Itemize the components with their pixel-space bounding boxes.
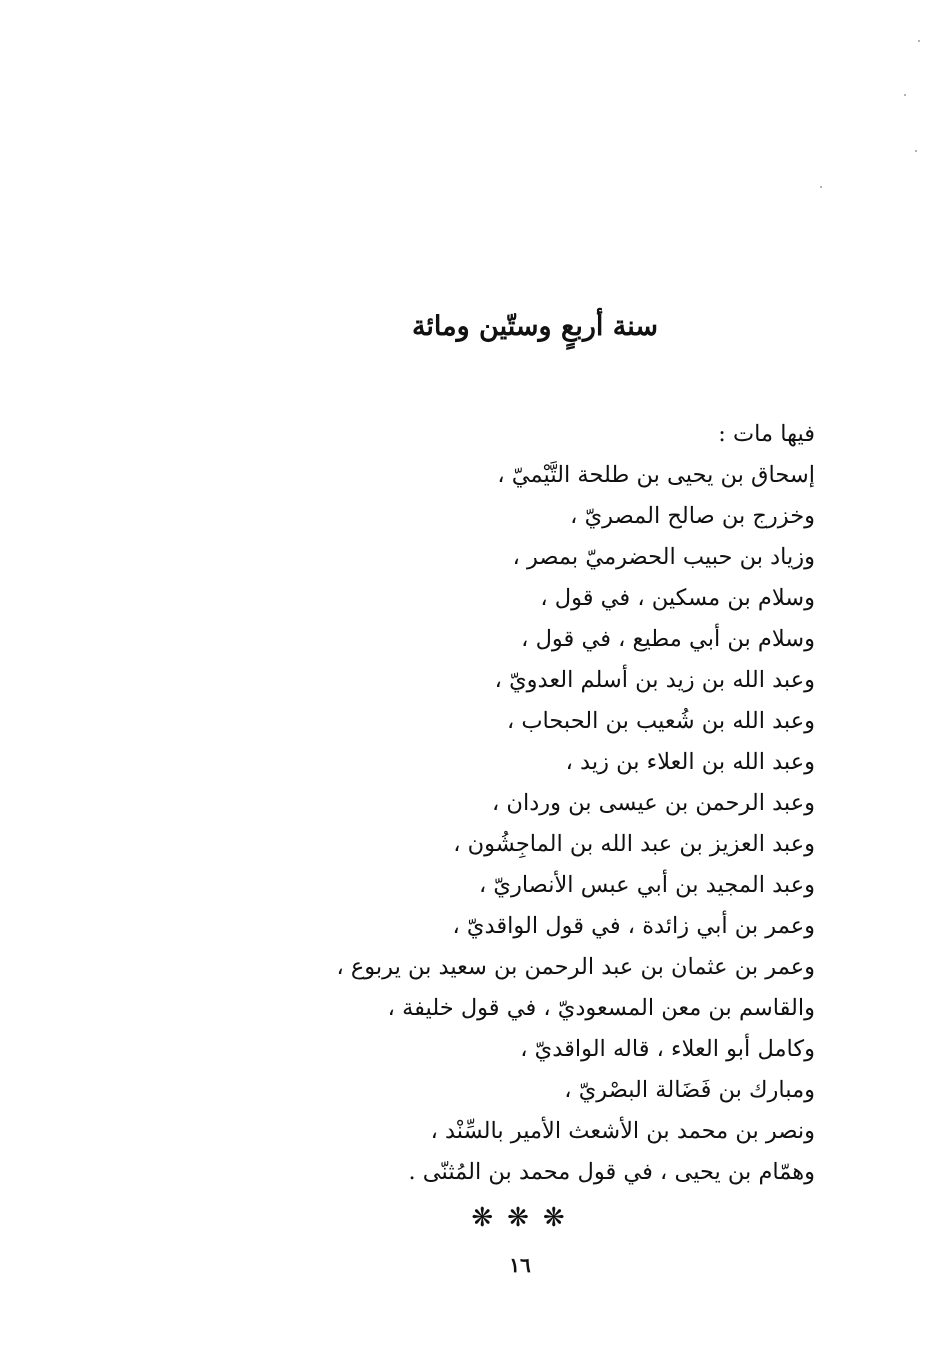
death-list [295, 455, 815, 1193]
scan-speck [904, 94, 906, 96]
list-item: ونصر بن محمد بن الأشعث الأمير بالسِّنْد ، [430, 1118, 815, 1144]
list-item: وهمّام بن يحيى ، في قول محمد بن المُثنّى . [408, 1159, 815, 1185]
list-item: وعبد الرحمن بن عيسى بن وردان ، [492, 790, 815, 816]
list-item: وعبد العزيز بن عبد الله بن الماجِشُون ، [453, 831, 815, 857]
list-item: وعبد الله بن العلاء بن زيد ، [565, 749, 815, 775]
list-item: إسحاق بن يحيى بن طلحة التَّيْميّ ، [497, 462, 815, 488]
list-item: ومبارك بن فَضَالة البصْريّ ، [564, 1077, 815, 1103]
intro-line: فيها مات : [718, 421, 815, 447]
list-item: وعمر بن أبي زائدة ، في قول الواقديّ ، [452, 913, 815, 939]
page-number: ١٦ [509, 1253, 531, 1277]
section-heading: سنة أربعٍ وستّين ومائة [411, 311, 659, 342]
list-item: وعبد الله بن شُعيب بن الحبحاب ، [506, 708, 815, 734]
scan-speck [820, 186, 822, 188]
list-item: وزياد بن حبيب الحضرميّ بمصر ، [512, 544, 815, 570]
list-item: وسلام بن مسكين ، في قول ، [540, 585, 815, 611]
list-item: وعمر بن عثمان بن عبد الرحمن بن سعيد بن يربوع ، [336, 954, 815, 980]
list-item: وعبد المجيد بن أبي عبس الأنصاريّ ، [478, 872, 815, 898]
scan-speck [915, 150, 917, 152]
list-item: وعبد الله بن زيد بن أسلم العدويّ ، [494, 667, 815, 693]
scan-speck [918, 40, 920, 42]
list-item: وخزرج بن صالح المصريّ ، [570, 503, 815, 529]
list-item: وكامل أبو العلاء ، قاله الواقديّ ، [520, 1036, 815, 1062]
list-item: والقاسم بن معن المسعوديّ ، في قول خليفة ، [387, 995, 815, 1021]
section-separator: ❋❋❋ [471, 1203, 579, 1233]
list-item: وسلام بن أبي مطيع ، في قول ، [521, 626, 815, 652]
text-body [295, 414, 815, 1193]
